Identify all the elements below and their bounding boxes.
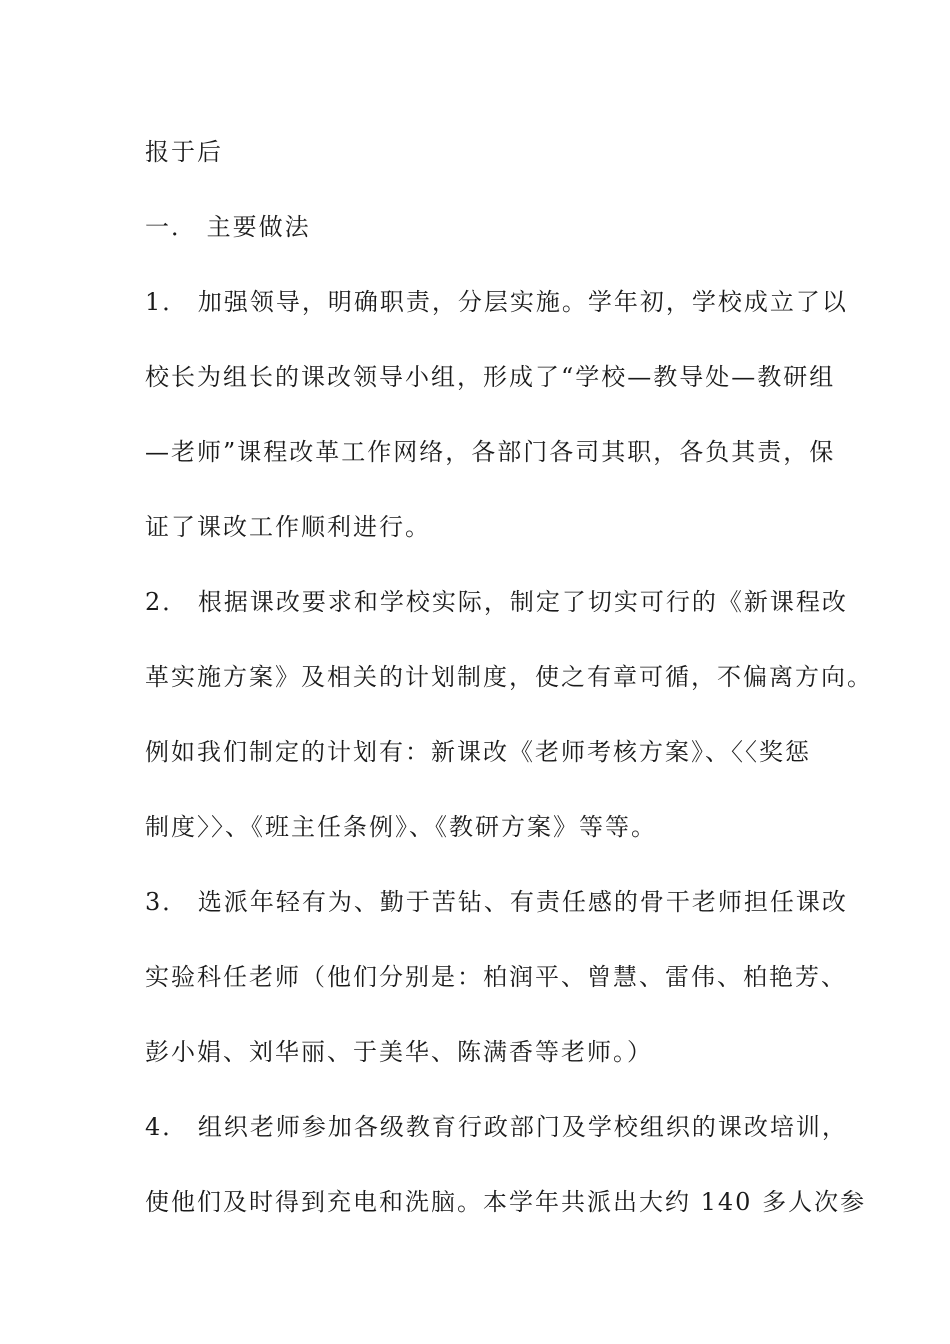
text-line: 例如我们制定的计划有：新课改《老师考核方案》、〈〈奖惩 <box>145 738 811 766</box>
text-line: 彭小娟、刘华丽、于美华、陈满香等老师。） <box>145 1038 653 1066</box>
text-line: 报于后 <box>145 138 223 166</box>
text-line: 使他们及时得到充电和洗脑。本学年共派出大约 140 多人次参 <box>145 1188 867 1216</box>
text-line: 制度〉〉、《班主任条例》、《教研方案》等等。 <box>145 813 657 841</box>
text-line: 4． 组织老师参加各级教育行政部门及学校组织的课改培训， <box>145 1113 848 1141</box>
text-line: 校长为组长的课改领导小组，形成了“学校—教导处—教研组 <box>145 363 836 391</box>
text-line: 3． 选派年轻有为、勤于苦钻、有责任感的骨干老师担任课改 <box>145 888 848 916</box>
text-line: —老师”课程改革工作网络，各部门各司其职，各负其责，保 <box>145 438 836 466</box>
text-line: 1． 加强领导，明确职责，分层实施。学年初，学校成立了以 <box>145 288 848 316</box>
text-line: 革实施方案》及相关的计划制度，使之有章可循，不偏离方向。 <box>145 663 873 691</box>
section-heading: 一． 主要做法 <box>145 213 311 241</box>
text-line: 证了课改工作顺利进行。 <box>145 513 431 541</box>
text-line: 2． 根据课改要求和学校实际，制定了切实可行的《新课程改 <box>145 588 848 616</box>
text-line: 实验科任老师（他们分别是：柏润平、曾慧、雷伟、柏艳芳、 <box>145 963 847 991</box>
